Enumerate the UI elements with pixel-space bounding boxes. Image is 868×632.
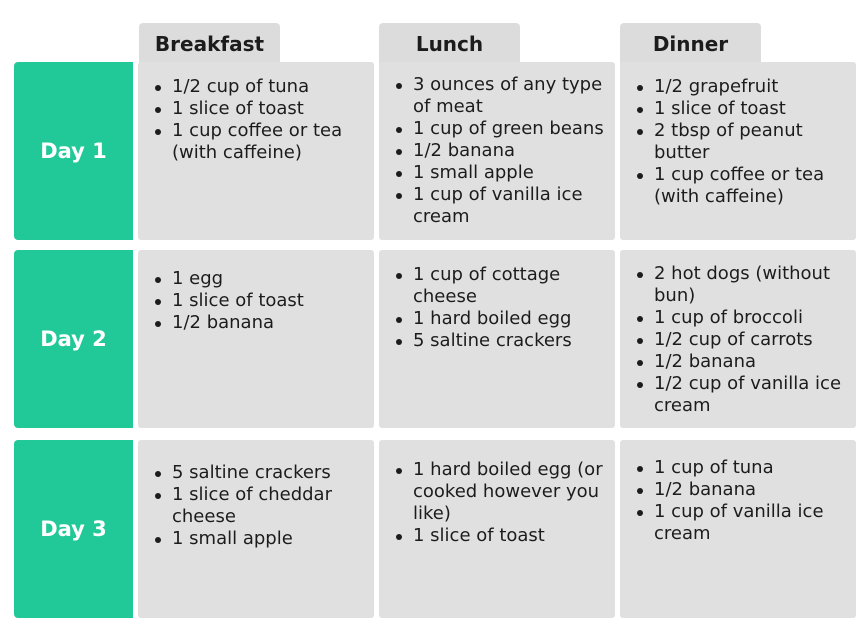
meal-item: 1 cup coffee or tea (with caffeine) — [636, 164, 850, 208]
meal-item: 1 small apple — [154, 528, 368, 550]
day-label: Day 1 — [14, 62, 133, 240]
meal-cell-lunch — [379, 440, 615, 618]
meal-list — [395, 74, 609, 228]
day-label: Day 3 — [14, 440, 133, 618]
meal-cell-lunch — [379, 250, 615, 428]
meal-item: 1 hard boiled egg — [395, 308, 609, 330]
meal-item: 1 cup of broccoli — [636, 307, 850, 329]
meal-item: 1/2 cup of tuna — [154, 76, 368, 98]
meal-item: 1 slice of cheddar cheese — [154, 484, 368, 528]
meal-list — [395, 459, 609, 547]
meal-item: 1/2 cup of carrots — [636, 329, 850, 351]
meal-list — [154, 462, 368, 550]
meal-item: 1 hard boiled egg (or cooked however you like) — [395, 459, 609, 525]
meal-item: 1 cup of vanilla ice cream — [636, 501, 850, 545]
meal-item: 1 slice of toast — [636, 98, 850, 120]
meal-item: 1 slice of toast — [154, 290, 368, 312]
meal-item: 1 cup coffee or tea (with caffeine) — [154, 120, 368, 164]
header-breakfast: Breakfast — [139, 23, 280, 65]
meal-item: 1 egg — [154, 268, 368, 290]
meal-cell-dinner — [620, 440, 856, 618]
meal-item: 1 cup of cottage cheese — [395, 264, 609, 308]
meal-item: 1/2 banana — [636, 351, 850, 373]
header-lunch: Lunch — [379, 23, 520, 65]
meal-list — [154, 268, 368, 334]
meal-item: 5 saltine crackers — [154, 462, 368, 484]
meal-item: 1/2 cup of vanilla ice cream — [636, 373, 850, 417]
day-label: Day 2 — [14, 250, 133, 428]
meal-item: 1 cup of tuna — [636, 457, 850, 479]
meal-item: 1 small apple — [395, 162, 609, 184]
header-dinner: Dinner — [620, 23, 761, 65]
meal-list — [636, 263, 850, 417]
meal-item: 1 cup of vanilla ice cream — [395, 184, 609, 228]
meal-list — [395, 264, 609, 352]
meal-item: 1 slice of toast — [395, 525, 609, 547]
meal-item: 2 hot dogs (without bun) — [636, 263, 850, 307]
meal-cell-breakfast — [138, 62, 374, 240]
meal-item: 1 slice of toast — [154, 98, 368, 120]
meal-item: 1/2 grapefruit — [636, 76, 850, 98]
meal-item: 5 saltine crackers — [395, 330, 609, 352]
meal-cell-breakfast — [138, 250, 374, 428]
meal-item: 1/2 banana — [154, 312, 368, 334]
meal-list — [636, 76, 850, 208]
meal-item: 3 ounces of any type of meat — [395, 74, 609, 118]
meal-cell-dinner — [620, 250, 856, 428]
meal-item: 1/2 banana — [395, 140, 609, 162]
meal-item: 1 cup of green beans — [395, 118, 609, 140]
meal-list — [154, 76, 368, 164]
meal-item: 2 tbsp of peanut butter — [636, 120, 850, 164]
meal-cell-breakfast — [138, 440, 374, 618]
meal-cell-lunch — [379, 62, 615, 240]
meal-item: 1/2 banana — [636, 479, 850, 501]
meal-cell-dinner — [620, 62, 856, 240]
meal-list — [636, 457, 850, 545]
